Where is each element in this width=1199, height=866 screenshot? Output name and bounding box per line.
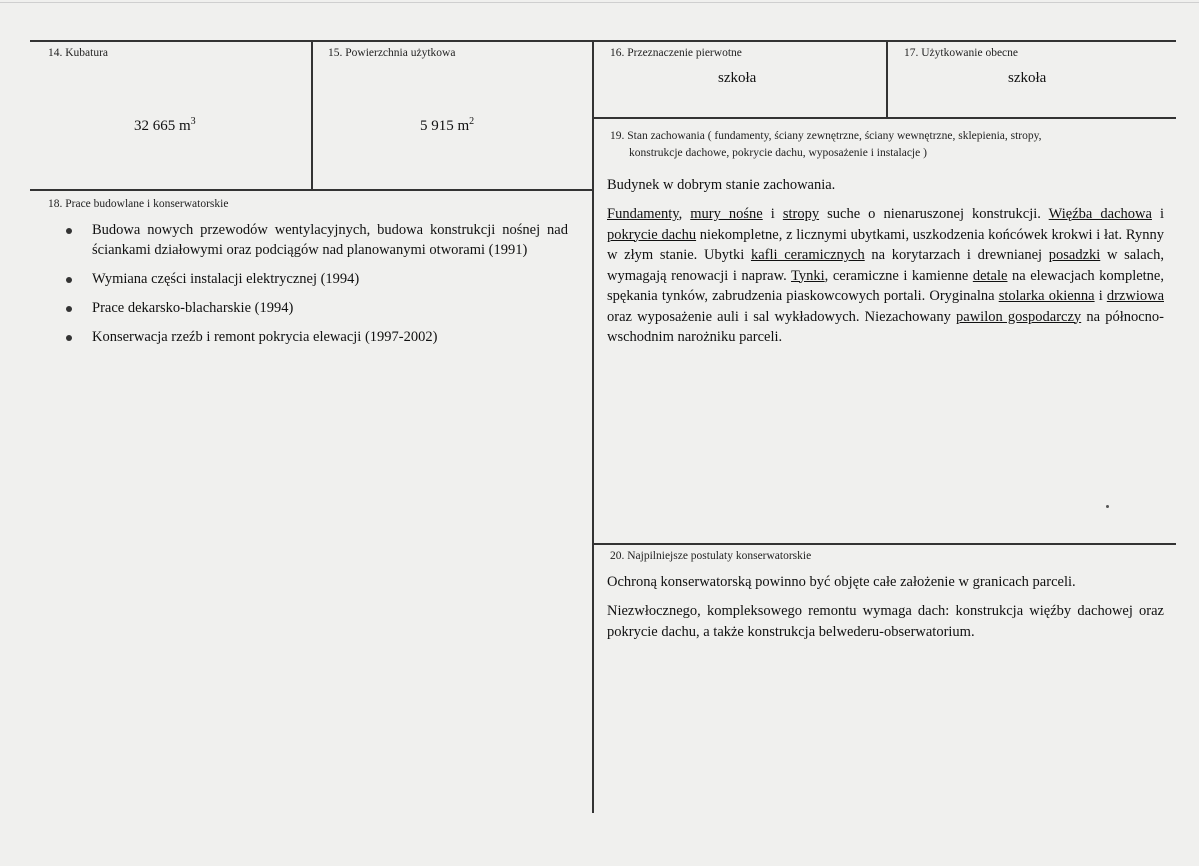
text-run: , — [678, 206, 691, 222]
underlined-term: posadzki — [1048, 247, 1101, 263]
powierzchnia-label: 15. Powierzchnia użytkowa — [328, 47, 456, 59]
text-run: na korytarzach i drewnianej — [864, 247, 1049, 263]
uzytkowanie-label: 17. Użytkowanie obecne — [904, 47, 1019, 59]
underlined-term: Tynki — [791, 267, 825, 284]
bullet-icon — [66, 228, 72, 234]
list-item-text: Prace dekarsko-blacharskie (1994) — [92, 300, 294, 316]
przeznaczenie-label: 16. Przeznaczenie pierwotne — [610, 47, 742, 59]
divider-16-17 — [886, 40, 888, 117]
top-rule — [30, 40, 1176, 42]
list-item-text: Budowa nowych przewodów wentylacyjnych, budowa konstrukcji nośnej nad ściankami działowymi oraz podciągów nad planowanymi otworami (1991) — [92, 222, 568, 258]
text-run: i — [1151, 206, 1165, 222]
kubatura-number: 32 665 m — [134, 118, 191, 134]
przeznaczenie-value: szkoła — [718, 70, 757, 86]
powierzchnia-value — [420, 116, 474, 135]
underlined-term: Fundamenty — [607, 206, 679, 222]
powierzchnia-unit-exponent: 2 — [469, 116, 475, 127]
text-run: suche o nienaruszonej konstrukcji. — [819, 206, 1049, 222]
kubatura-unit-exponent: 3 — [190, 116, 196, 127]
underlined-term: pokrycie dachu — [607, 226, 697, 243]
text-run: , ceramiczne i kamienne — [824, 267, 973, 284]
rule-under-14-15 — [30, 189, 592, 191]
top-edge-line — [0, 2, 1199, 3]
bullet-icon — [66, 306, 72, 312]
underlined-term: stolarka okienna — [998, 288, 1095, 304]
bullet-icon — [66, 277, 72, 283]
text-run: i — [1094, 288, 1107, 304]
underlined-term: stropy — [782, 206, 820, 222]
underlined-term: mury nośne — [690, 206, 763, 222]
text-run: w salach, wymagają renowacji i napraw. — [607, 247, 1164, 284]
list-item — [48, 298, 568, 318]
postulaty-p2: Niezwłocznego, kompleksowego remontu wymaga dach: konstrukcja więźby dachowej oraz pokrycie dachu, a także konstrukcja belwederu-obserwatorium. — [607, 603, 1164, 640]
stan-label-line1: 19. Stan zachowania ( fundamenty, ściany zewnętrzne, ściany wewnętrzne, sklepienia, stropy, — [610, 130, 1042, 142]
underlined-term: drzwiowa — [1106, 288, 1164, 304]
list-item — [48, 220, 568, 260]
uzytkowanie-value: szkoła — [1008, 70, 1047, 86]
text-run: oraz wyposażenie auli i sal wykładowych. Niezachowany — [607, 308, 957, 325]
stan-label-line2: konstrukcje dachowe, pokrycie dachu, wyposażenie i instalacje ) — [629, 147, 927, 159]
underlined-term: kafli ceramicznych — [750, 247, 865, 263]
list-item-text: Wymiana części instalacji elektrycznej (1994) — [92, 271, 360, 287]
postulaty-label: 20. Najpilniejsze postulaty konserwatorskie — [610, 550, 812, 562]
list-item-text: Konserwacja rzeźb i remont pokrycia elewacji (1997-2002) — [92, 329, 438, 345]
divider-14-15 — [311, 40, 313, 190]
text-run: niekompletne, z licznymi ubytkami, uszkodzenia końcówek krokwi i łat. Rynny w złym stanie. Ubytki — [607, 226, 1164, 263]
rule-above-20 — [593, 543, 1176, 545]
list-item — [48, 269, 568, 289]
stan-summary: Budynek w dobrym stanie zachowania. — [607, 177, 836, 193]
rule-under-16-17 — [593, 117, 1176, 119]
underlined-term: Więźba dachowa — [1048, 206, 1152, 222]
center-divider — [592, 40, 594, 813]
postulaty-p1: Ochroną konserwatorską powinno być objęte całe założenie w granicach parceli. — [607, 574, 1076, 590]
kubatura-label: 14. Kubatura — [48, 47, 109, 59]
text-run: na północno-wschodnim narożniku parceli. — [607, 308, 1165, 345]
bullet-icon — [66, 335, 72, 341]
prace-label: 18. Prace budowlane i konserwatorskie — [48, 198, 229, 210]
underlined-term: detale — [972, 267, 1008, 284]
kubatura-value — [134, 116, 196, 135]
list-item — [48, 327, 568, 347]
text-run: i — [762, 206, 783, 222]
speck-mark — [1106, 505, 1109, 508]
underlined-term: pawilon gospodarczy — [956, 308, 1082, 325]
powierzchnia-number: 5 915 m — [420, 118, 470, 134]
text-run: na elewacjach kompletne, spękania tynków, zabrudzenia piaskowcowych portali. Oryginalna — [607, 267, 1164, 304]
prace-list — [48, 220, 568, 356]
stan-description — [607, 204, 1164, 348]
